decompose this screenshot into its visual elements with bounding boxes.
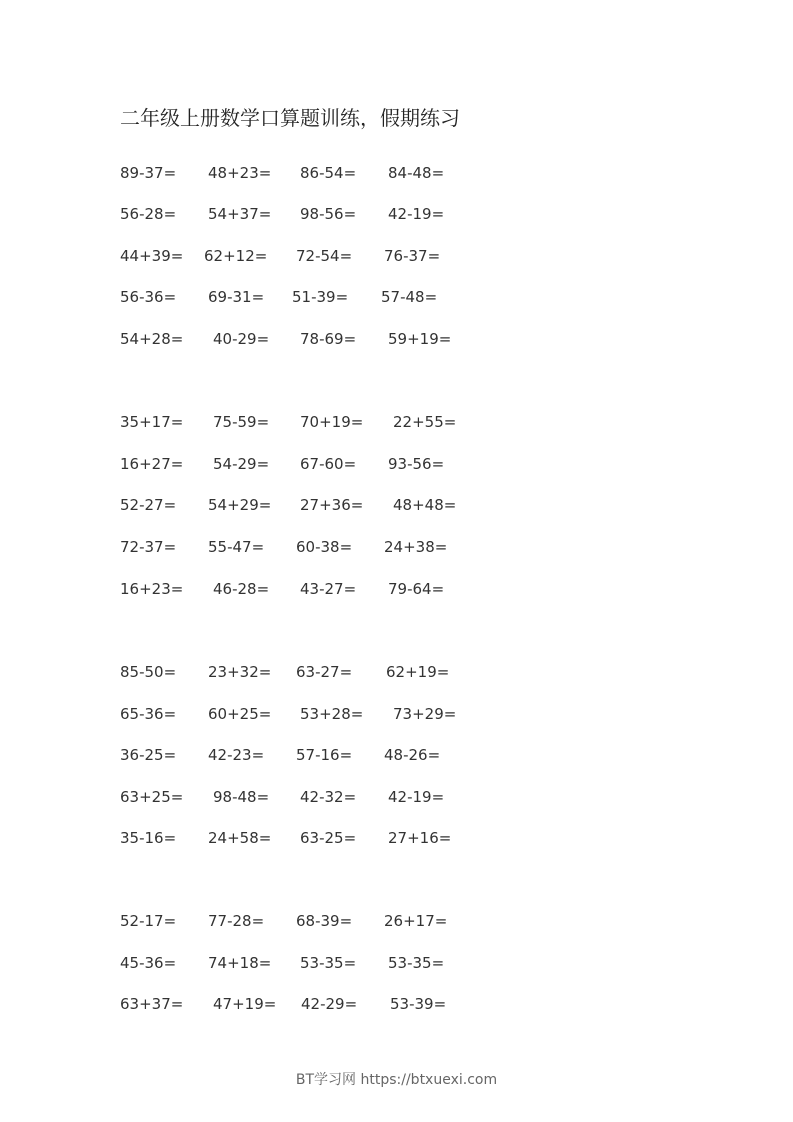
arithmetic-problem: 53-39= — [390, 995, 447, 1013]
arithmetic-problem: 65-36= — [120, 705, 177, 723]
arithmetic-problem: 56-36= — [120, 288, 177, 306]
arithmetic-problem: 42-23= — [208, 746, 265, 764]
arithmetic-problem: 24+38= — [384, 538, 448, 556]
arithmetic-problem: 98-48= — [213, 788, 270, 806]
problem-row — [0, 328, 793, 350]
arithmetic-problem: 69-31= — [208, 288, 265, 306]
arithmetic-problem: 62+19= — [386, 663, 450, 681]
arithmetic-problem: 53-35= — [300, 954, 357, 972]
arithmetic-problem: 52-17= — [120, 912, 177, 930]
arithmetic-problem: 46-28= — [213, 580, 270, 598]
arithmetic-problem: 60-38= — [296, 538, 353, 556]
arithmetic-problem: 43-27= — [300, 580, 357, 598]
arithmetic-problem: 42-29= — [301, 995, 358, 1013]
arithmetic-problem: 85-50= — [120, 663, 177, 681]
arithmetic-problem: 35-16= — [120, 829, 177, 847]
problem-row — [0, 286, 793, 308]
arithmetic-problem: 63-27= — [296, 663, 353, 681]
arithmetic-problem: 24+58= — [208, 829, 272, 847]
problem-row — [0, 661, 793, 683]
arithmetic-problem: 67-60= — [300, 455, 357, 473]
arithmetic-problem: 16+23= — [120, 580, 184, 598]
arithmetic-problem: 55-47= — [208, 538, 265, 556]
arithmetic-problem: 42-19= — [388, 205, 445, 223]
arithmetic-problem: 56-28= — [120, 205, 177, 223]
page-title: 二年级上册数学口算题训练，假期练习 — [120, 106, 460, 130]
arithmetic-problem: 54+28= — [120, 330, 184, 348]
arithmetic-problem: 62+12= — [204, 247, 268, 265]
footer-source: BT学习网 https://btxuexi.com — [295, 1072, 498, 1088]
problem-row — [0, 910, 793, 932]
arithmetic-problem: 23+32= — [208, 663, 272, 681]
problem-row — [0, 993, 793, 1015]
arithmetic-problem: 48-26= — [384, 746, 441, 764]
arithmetic-problem: 84-48= — [388, 164, 445, 182]
arithmetic-problem: 54-29= — [213, 455, 270, 473]
problem-row — [0, 245, 793, 267]
arithmetic-problem: 70+19= — [300, 413, 364, 431]
arithmetic-problem: 77-28= — [208, 912, 265, 930]
arithmetic-problem: 44+39= — [120, 247, 184, 265]
problem-row — [0, 162, 793, 184]
arithmetic-problem: 68-39= — [296, 912, 353, 930]
arithmetic-problem: 98-56= — [300, 205, 357, 223]
problem-row — [0, 827, 793, 849]
arithmetic-problem: 42-32= — [300, 788, 357, 806]
problem-row — [0, 203, 793, 225]
arithmetic-problem: 27+16= — [388, 829, 452, 847]
arithmetic-problem: 27+36= — [300, 496, 364, 514]
arithmetic-problem: 35+17= — [120, 413, 184, 431]
problem-row — [0, 536, 793, 558]
arithmetic-problem: 57-16= — [296, 746, 353, 764]
arithmetic-problem: 78-69= — [300, 330, 357, 348]
arithmetic-problem: 53-35= — [388, 954, 445, 972]
arithmetic-problem: 59+19= — [388, 330, 452, 348]
arithmetic-problem: 40-29= — [213, 330, 270, 348]
problem-row — [0, 744, 793, 766]
arithmetic-problem: 54+29= — [208, 496, 272, 514]
problem-row — [0, 453, 793, 475]
arithmetic-problem: 63+37= — [120, 995, 184, 1013]
problem-row — [0, 494, 793, 516]
arithmetic-problem: 76-37= — [384, 247, 441, 265]
arithmetic-problem: 42-19= — [388, 788, 445, 806]
arithmetic-problem: 60+25= — [208, 705, 272, 723]
problem-row — [0, 411, 793, 433]
arithmetic-problem: 53+28= — [300, 705, 364, 723]
arithmetic-problem: 22+55= — [393, 413, 457, 431]
arithmetic-problem: 75-59= — [213, 413, 270, 431]
arithmetic-problem: 52-27= — [120, 496, 177, 514]
arithmetic-problem: 48+48= — [393, 496, 457, 514]
problem-row — [0, 952, 793, 974]
arithmetic-problem: 79-64= — [388, 580, 445, 598]
arithmetic-problem: 48+23= — [208, 164, 272, 182]
arithmetic-problem: 16+27= — [120, 455, 184, 473]
problem-row — [0, 786, 793, 808]
arithmetic-problem: 89-37= — [120, 164, 177, 182]
arithmetic-problem: 36-25= — [120, 746, 177, 764]
arithmetic-problem: 73+29= — [393, 705, 457, 723]
arithmetic-problem: 26+17= — [384, 912, 448, 930]
arithmetic-problem: 47+19= — [213, 995, 277, 1013]
arithmetic-problem: 54+37= — [208, 205, 272, 223]
arithmetic-problem: 57-48= — [381, 288, 438, 306]
arithmetic-problem: 51-39= — [292, 288, 349, 306]
arithmetic-problem: 63-25= — [300, 829, 357, 847]
arithmetic-problem: 63+25= — [120, 788, 184, 806]
problem-row — [0, 578, 793, 600]
arithmetic-problem: 72-54= — [296, 247, 353, 265]
arithmetic-problem: 93-56= — [388, 455, 445, 473]
arithmetic-problem: 72-37= — [120, 538, 177, 556]
problem-row — [0, 703, 793, 725]
arithmetic-problem: 74+18= — [208, 954, 272, 972]
arithmetic-problem: 86-54= — [300, 164, 357, 182]
arithmetic-problem: 45-36= — [120, 954, 177, 972]
